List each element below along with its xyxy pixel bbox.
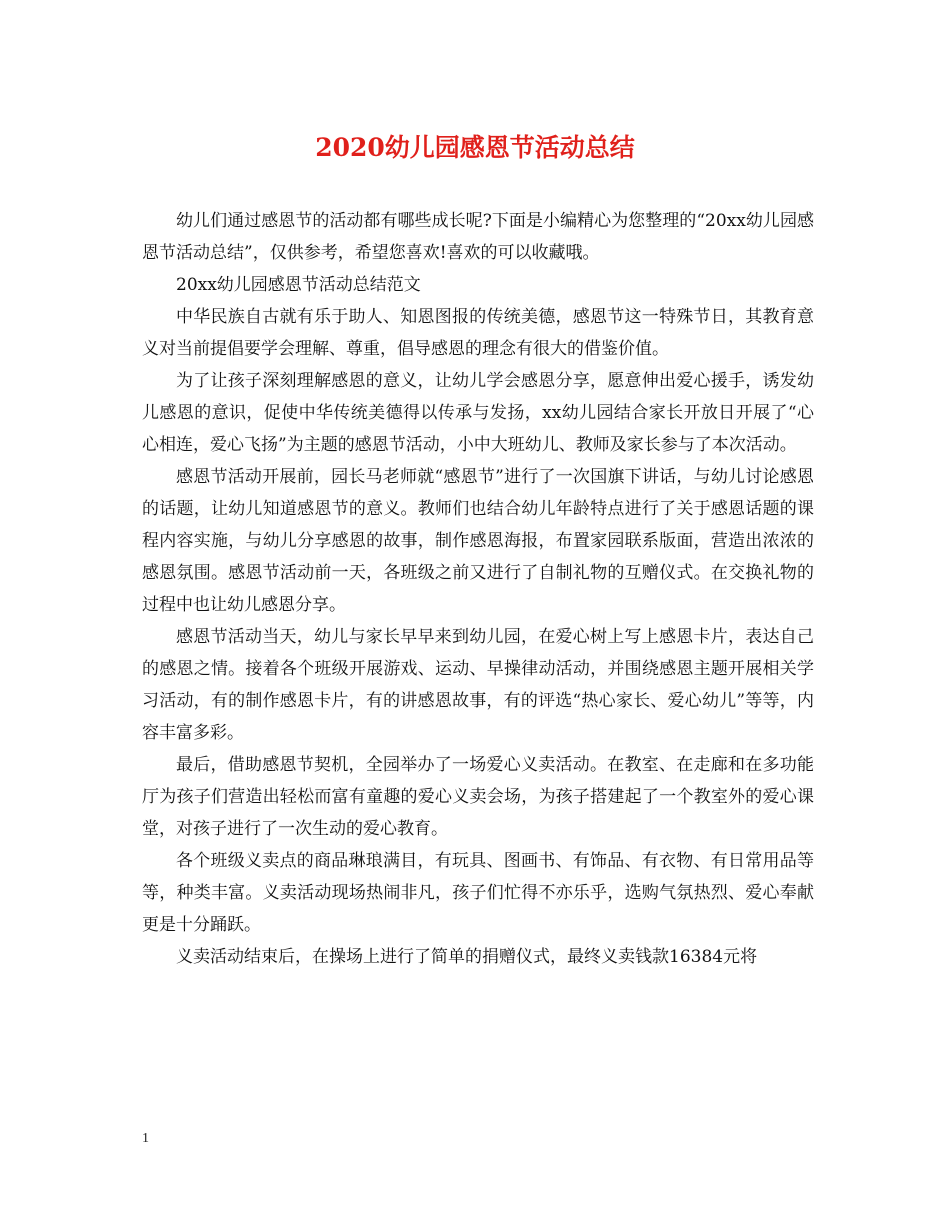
paragraph: 各个班级义卖点的商品琳琅满目，有玩具、图画书、有饰品、有衣物、有日常用品等等，种类丰富。义卖活动现场热闹非凡，孩子们忙得不亦乐乎，选购气氛热烈、爱心奉献更是十分踊跃。: [142, 851, 814, 935]
paragraph: 义卖活动结束后，在操场上进行了简单的捐赠仪式，最终义卖钱款16384元将: [176, 947, 758, 967]
document-title: 2020幼儿园感恩节活动总结: [315, 133, 635, 162]
document-body: [142, 205, 814, 973]
paragraph-intro: 幼儿们通过感恩节的活动都有哪些成长呢?下面是小编精心为您整理的“20xx幼儿园感恩节活动总结”，仅供参考，希望您喜欢!喜欢的可以收藏哦。: [142, 211, 814, 263]
paragraph: 感恩节活动当天，幼儿与家长早早来到幼儿园，在爱心树上写上感恩卡片，表达自己的感恩之情。接着各个班级开展游戏、运动、早操律动活动，并围绕感恩主题开展相关学习活动，有的制作感恩卡片，有的讲感恩故事，有的评选“热心家长、爱心幼儿”等等，内容丰富多彩。: [142, 627, 814, 743]
paragraph: 感恩节活动开展前，园长马老师就“感恩节”进行了一次国旗下讲话，与幼儿讨论感恩的话题，让幼儿知道感恩节的意义。教师们也结合幼儿年龄特点进行了关于感恩话题的课程内容实施，与幼儿分享感恩的故事，制作感恩海报，布置家园联系版面，营造出浓浓的感恩氛围。感恩节活动前一天，各班级之前又进行了自制礼物的互赠仪式。在交换礼物的过程中也让幼儿感恩分享。: [142, 467, 814, 615]
page-number: 1: [142, 1131, 149, 1146]
paragraph: 为了让孩子深刻理解感恩的意义，让幼儿学会感恩分享，愿意伸出爱心援手，诱发幼儿感恩的意识，促使中华传统美德得以传承与发扬，xx幼儿园结合家长开放日开展了“心心相连，爱心飞扬”为主题的感恩节活动，小中大班幼儿、教师及家长参与了本次活动。: [142, 371, 814, 455]
paragraph: 中华民族自古就有乐于助人、知恩图报的传统美德，感恩节这一特殊节日，其教育意义对当前提倡要学会理解、尊重，倡导感恩的理念有很大的借鉴价值。: [142, 307, 814, 359]
paragraph-subtitle: 20xx幼儿园感恩节活动总结范文: [176, 275, 421, 295]
paragraph: 最后，借助感恩节契机，全园举办了一场爱心义卖活动。在教室、在走廊和在多功能厅为孩子们营造出轻松而富有童趣的爱心义卖会场，为孩子搭建起了一个教室外的爱心课堂，对孩子进行了一次生动的爱心教育。: [142, 755, 814, 839]
